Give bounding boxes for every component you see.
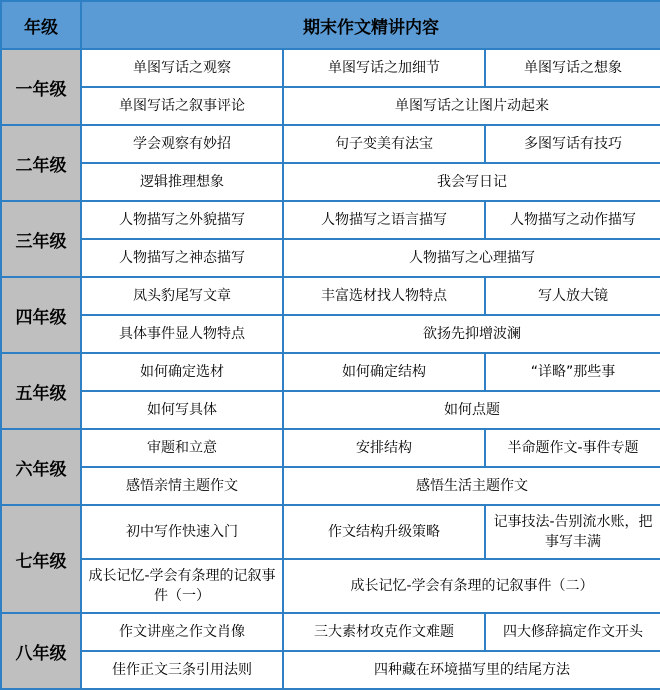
lesson-cell: 逻辑推理想象 xyxy=(81,163,283,201)
lesson-cell: 初中写作快速入门 xyxy=(81,505,283,559)
header-row xyxy=(1,1,660,49)
lesson-cell: 如何确定选材 xyxy=(81,353,283,391)
lesson-cell: 欲扬先抑增波澜 xyxy=(283,315,660,353)
table-row xyxy=(1,505,660,559)
grade-label: 三年级 xyxy=(1,201,81,277)
grade-label: 五年级 xyxy=(1,353,81,429)
lesson-cell: 我会写日记 xyxy=(283,163,660,201)
lesson-cell: 单图写话之加细节 xyxy=(283,49,485,87)
table-row xyxy=(1,559,660,613)
lesson-cell: 单图写话之叙事评论 xyxy=(81,87,283,125)
table-row xyxy=(1,87,660,125)
table-row xyxy=(1,201,660,239)
table-row xyxy=(1,125,660,163)
lesson-cell: 人物描写之心理描写 xyxy=(283,239,660,277)
grade-label: 二年级 xyxy=(1,125,81,201)
lesson-cell: 感悟亲情主题作文 xyxy=(81,467,283,505)
grade-label: 八年级 xyxy=(1,613,81,689)
lesson-cell: 半命题作文-事件专题 xyxy=(485,429,660,467)
lesson-cell: 凤头豹尾写文章 xyxy=(81,277,283,315)
grade-label: 六年级 xyxy=(1,429,81,505)
lesson-cell: 成长记忆-学会有条理的记叙事件（二） xyxy=(283,559,660,613)
table-row xyxy=(1,467,660,505)
lesson-cell: 四大修辞搞定作文开头 xyxy=(485,613,660,651)
lesson-cell: 如何点题 xyxy=(283,391,660,429)
lesson-cell: 感悟生活主题作文 xyxy=(283,467,660,505)
lesson-cell: 四种藏在环境描写里的结尾方法 xyxy=(283,651,660,689)
header-content: 期末作文精讲内容 xyxy=(81,1,660,49)
grade-label: 一年级 xyxy=(1,49,81,125)
lesson-cell: 成长记忆-学会有条理的记叙事件（一） xyxy=(81,559,283,613)
lesson-cell: 作文结构升级策略 xyxy=(283,505,485,559)
lesson-cell: 单图写话之想象 xyxy=(485,49,660,87)
lesson-cell: 三大素材攻克作文难题 xyxy=(283,613,485,651)
lesson-cell: 具体事件显人物特点 xyxy=(81,315,283,353)
lesson-cell: 作文讲座之作文肖像 xyxy=(81,613,283,651)
lesson-cell: 人物描写之外貌描写 xyxy=(81,201,283,239)
lesson-cell: 人物描写之语言描写 xyxy=(283,201,485,239)
lesson-cell: 写人放大镜 xyxy=(485,277,660,315)
table-row xyxy=(1,163,660,201)
lesson-cell: 如何确定结构 xyxy=(283,353,485,391)
grade-label: 四年级 xyxy=(1,277,81,353)
table-row xyxy=(1,277,660,315)
lesson-cell: 句子变美有法宝 xyxy=(283,125,485,163)
lesson-cell: 人物描写之动作描写 xyxy=(485,201,660,239)
grade-label: 七年级 xyxy=(1,505,81,613)
lesson-cell: 记事技法-告别流水账，把事写丰满 xyxy=(485,505,660,559)
lesson-cell: 多图写话有技巧 xyxy=(485,125,660,163)
lesson-cell: “详略”那些事 xyxy=(485,353,660,391)
table-row xyxy=(1,239,660,277)
lesson-cell: 安排结构 xyxy=(283,429,485,467)
lesson-cell: 丰富选材找人物特点 xyxy=(283,277,485,315)
lesson-cell: 如何写具体 xyxy=(81,391,283,429)
table-row xyxy=(1,651,660,689)
lesson-cell: 人物描写之神态描写 xyxy=(81,239,283,277)
table-row xyxy=(1,391,660,429)
table-row xyxy=(1,429,660,467)
table-row xyxy=(1,613,660,651)
lesson-cell: 单图写话之观察 xyxy=(81,49,283,87)
lesson-cell: 佳作正文三条引用法则 xyxy=(81,651,283,689)
lesson-cell: 单图写话之让图片动起来 xyxy=(283,87,660,125)
header-grade: 年级 xyxy=(1,1,81,49)
lesson-cell: 审题和立意 xyxy=(81,429,283,467)
lesson-cell: 学会观察有妙招 xyxy=(81,125,283,163)
table-row xyxy=(1,49,660,87)
table-row xyxy=(1,315,660,353)
table-row xyxy=(1,353,660,391)
